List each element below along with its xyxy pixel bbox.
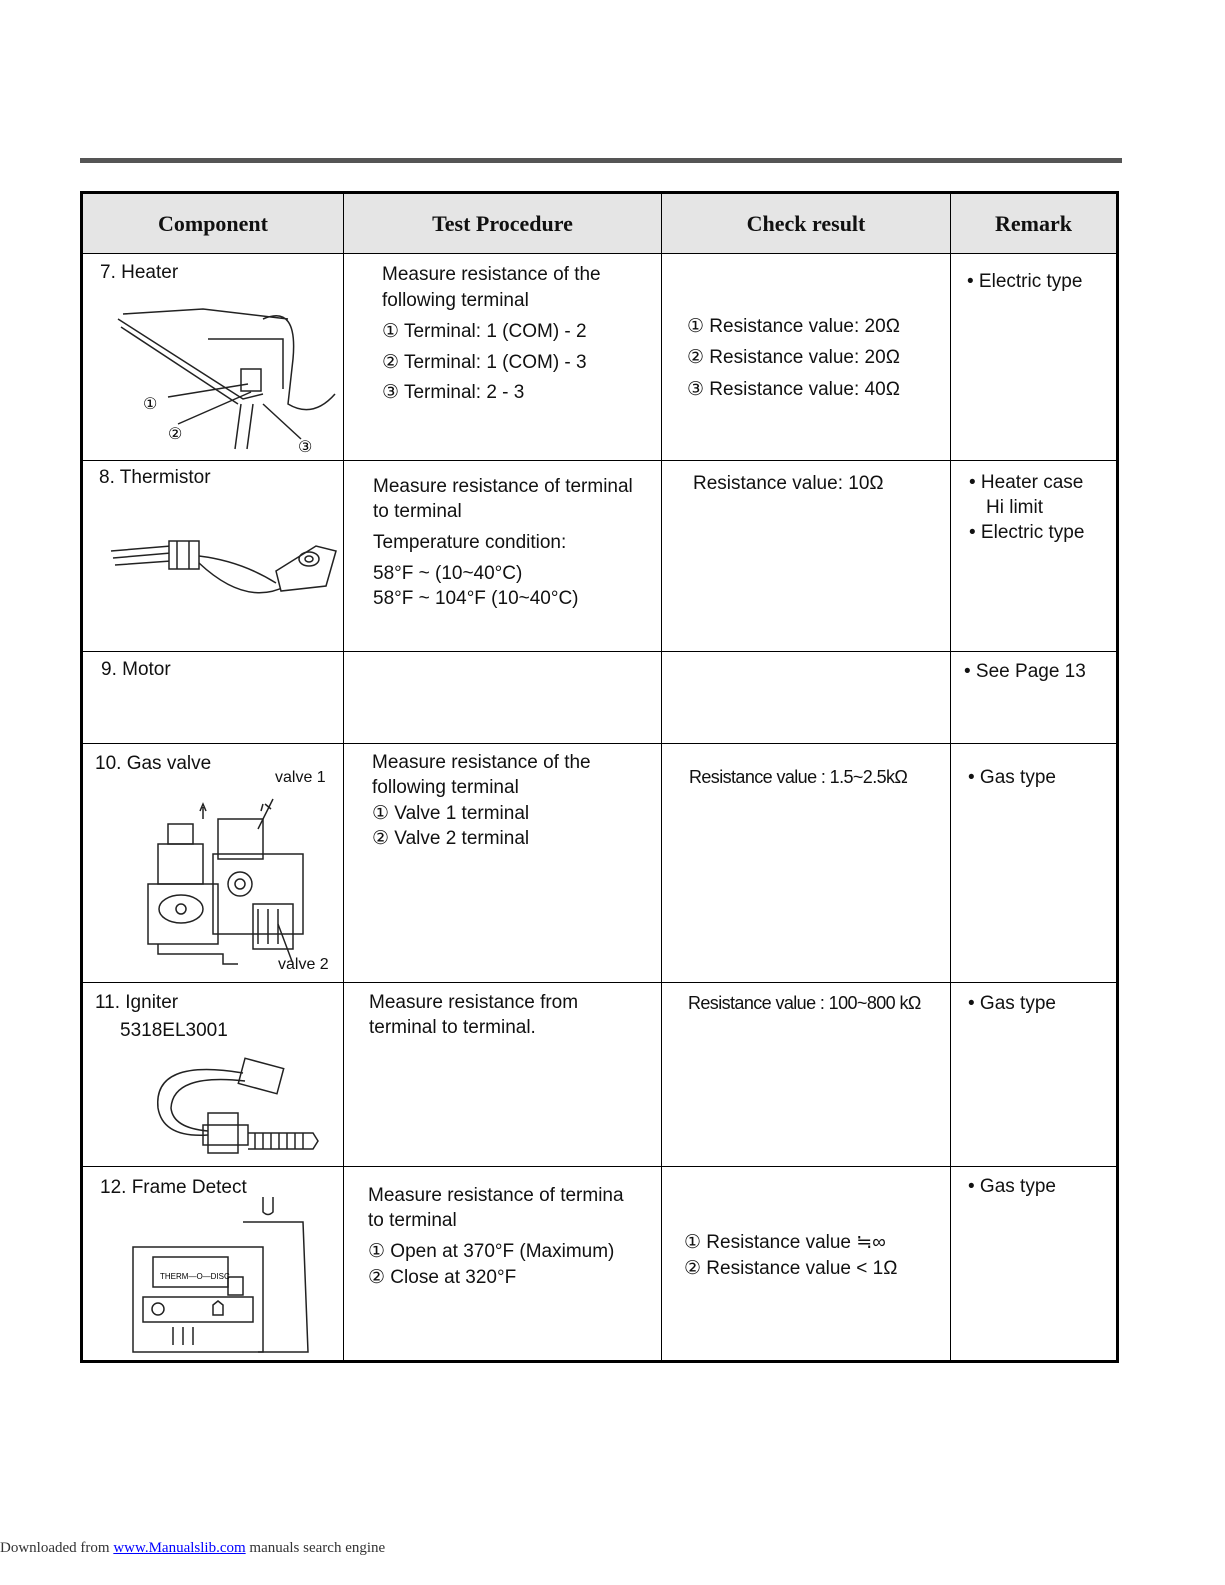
result-line: Resistance value : 1.5~2.5kΩ (689, 767, 908, 787)
result-line: Resistance value : 100~800 kΩ (688, 993, 921, 1013)
component-name: 7. Heater (100, 262, 179, 283)
table-row (82, 744, 1118, 983)
procedure-line: to terminal (368, 1210, 457, 1231)
table-row (82, 983, 1118, 1167)
remark-cell (951, 652, 1118, 744)
procedure-line: to terminal (373, 501, 462, 522)
component-name: 12. Frame Detect (100, 1177, 247, 1198)
frame-detect-label: THERM—O—DISC (160, 1272, 230, 1281)
manualslib-link[interactable]: www.Manualslib.com (113, 1540, 246, 1556)
result-line: ③ Resistance value: 40Ω (687, 379, 900, 400)
header-procedure: Test Procedure (344, 193, 662, 254)
procedure-line: Measure resistance of the (372, 752, 591, 773)
result-cell (662, 1167, 951, 1362)
heater-label-1: ① (143, 396, 158, 413)
remark-line: • Heater case (969, 472, 1084, 493)
valve-2-label: valve 2 (278, 956, 329, 973)
remark-cell (951, 254, 1118, 461)
result-cell (662, 461, 951, 652)
valve-1-label: valve 1 (275, 769, 326, 786)
component-name: 8. Thermistor (99, 467, 211, 488)
remark-cell (951, 983, 1118, 1167)
table-row (82, 652, 1118, 744)
table-header-row (82, 193, 1118, 254)
result-cell (662, 744, 951, 983)
component-cell (82, 744, 344, 983)
download-footer (0, 1540, 385, 1557)
table-row (82, 461, 1118, 652)
remark-line: Hi limit (986, 497, 1043, 518)
remark-line: • Electric type (967, 271, 1083, 292)
remark-cell (951, 744, 1118, 983)
procedure-line: terminal to terminal. (369, 1017, 536, 1038)
procedure-line: 58°F ~ (10~40°C) (373, 563, 523, 584)
result-line: ② Resistance value: 20Ω (687, 347, 900, 368)
result-line: ① Resistance value: 20Ω (687, 316, 900, 337)
remark-cell (951, 1167, 1118, 1362)
procedure-line: ③ Terminal: 2 - 3 (382, 382, 525, 403)
remark-line: • See Page 13 (964, 661, 1086, 682)
heater-label-3: ③ (298, 439, 313, 456)
result-line: Resistance value: 10Ω (693, 473, 884, 494)
component-test-table (80, 191, 1119, 1363)
procedure-cell (344, 1167, 662, 1362)
procedure-line: ② Terminal: 1 (COM) - 3 (382, 352, 587, 373)
procedure-line: following terminal (382, 290, 529, 311)
remark-line: • Gas type (968, 767, 1056, 788)
result-cell (662, 254, 951, 461)
procedure-line: Measure resistance from (369, 992, 579, 1013)
thermistor-illustration (111, 531, 331, 611)
header-component: Component (82, 193, 344, 254)
result-line: ① Resistance value ≒∞ (684, 1232, 886, 1253)
component-cell (82, 983, 344, 1167)
component-cell (82, 652, 344, 744)
header-remark: Remark (951, 193, 1118, 254)
result-cell (662, 983, 951, 1167)
heater-illustration (113, 309, 338, 459)
remark-cell (951, 461, 1118, 652)
procedure-cell (344, 744, 662, 983)
procedure-line: ② Valve 2 terminal (372, 828, 530, 849)
procedure-cell (344, 983, 662, 1167)
igniter-illustration (143, 1053, 323, 1163)
procedure-line: ② Close at 320°F (368, 1267, 517, 1288)
procedure-line: 58°F ~ 104°F (10~40°C) (373, 588, 579, 609)
result-cell (662, 652, 951, 744)
procedure-line: ① Valve 1 terminal (372, 803, 530, 824)
component-cell (82, 1167, 344, 1362)
procedure-line: Temperature condition: (373, 532, 567, 553)
component-cell (82, 254, 344, 461)
table-row (82, 1167, 1118, 1362)
component-part-number: 5318EL3001 (120, 1020, 228, 1041)
procedure-line: ① Terminal: 1 (COM) - 2 (382, 321, 587, 342)
procedure-line: ① Open at 370°F (Maximum) (368, 1241, 615, 1262)
component-name: 9. Motor (101, 659, 171, 680)
procedure-line: Measure resistance of the (382, 264, 601, 285)
component-name: 10. Gas valve (95, 753, 212, 774)
procedure-line: Measure resistance of termina (368, 1185, 624, 1206)
procedure-cell (344, 461, 662, 652)
component-name: 11. Igniter (95, 992, 179, 1013)
procedure-line: following terminal (372, 777, 519, 798)
header-rule (80, 158, 1122, 163)
footer-prefix: Downloaded from (0, 1540, 114, 1556)
header-result: Check result (662, 193, 951, 254)
component-cell (82, 461, 344, 652)
remark-line: • Electric type (969, 522, 1085, 543)
procedure-cell (344, 254, 662, 461)
heater-label-2: ② (168, 426, 183, 443)
footer-suffix: manuals search engine (245, 1540, 386, 1556)
procedure-line: Measure resistance of terminal (373, 476, 633, 497)
frame-detect-illustration (128, 1197, 313, 1357)
procedure-cell (344, 652, 662, 744)
gas-valve-illustration (143, 799, 323, 959)
table-row (82, 254, 1118, 461)
result-line: ② Resistance value < 1Ω (684, 1258, 898, 1279)
remark-line: • Gas type (968, 1176, 1056, 1197)
remark-line: • Gas type (968, 993, 1056, 1014)
